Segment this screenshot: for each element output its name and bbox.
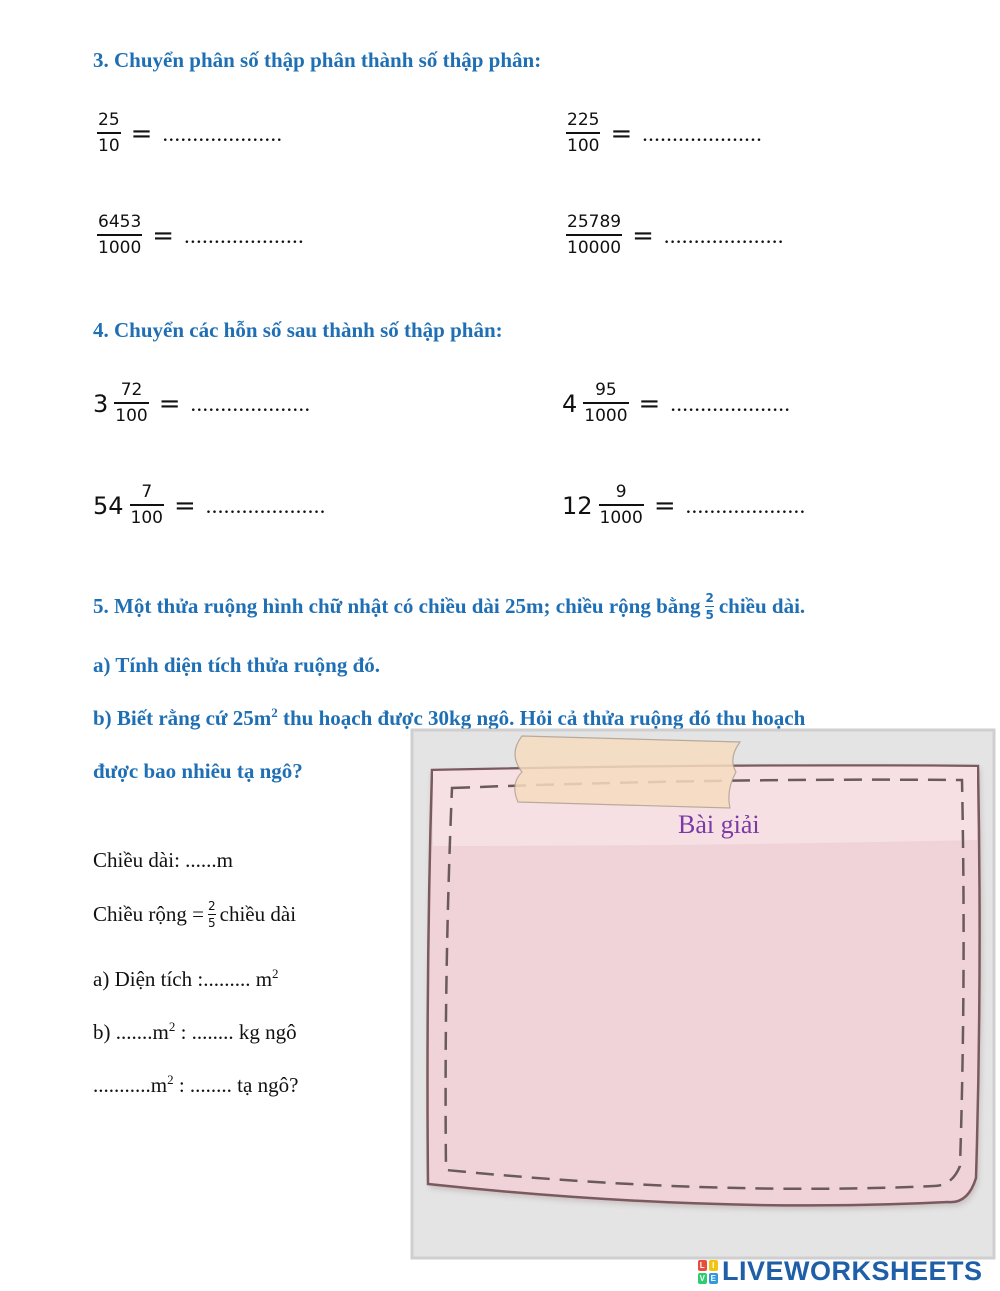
fraction: $\frac{25}{10}$ [98,110,120,156]
liveworksheets-logo-icon: L I V E [699,1260,717,1283]
answer-blank[interactable]: .................... [205,492,326,518]
answer-blank[interactable]: .................... [642,120,763,146]
fraction-exercise-1 [93,112,282,155]
whole-part: 54 [93,491,124,520]
problem-text: 5. Một thửa ruộng hình chữ nhật có chiều dài 25m; chiều rộng bằng [93,594,701,618]
answer-blank[interactable]: .................... [190,390,311,416]
answer-blank[interactable]: .................... [685,492,806,518]
equals-sign: = [152,220,175,251]
answer-blank[interactable]: .................... [670,390,791,416]
equals-sign: = [130,118,153,149]
hint-length: Chiều dài: ......m [93,848,233,872]
width-fraction: $\frac{2}{5}$ [208,899,216,930]
fraction: $\frac{72}{100}$ [115,380,148,426]
equals-sign: = [158,388,181,419]
equals-sign: = [610,118,633,149]
liveworksheets-brand [698,1256,983,1287]
equals-sign: = [653,490,676,521]
part-b-question-line2: được bao nhiêu tạ ngô? [93,759,303,783]
solution-title: Bài giải [678,810,760,839]
fraction: $\frac{95}{1000}$ [584,380,628,426]
section-5-problem [93,592,805,621]
answer-blank[interactable]: .................... [184,222,305,248]
hint-area: a) Diện tích :......... $m^2$ [93,966,279,991]
whole-part: 4 [562,389,578,418]
answer-blank[interactable]: .................... [663,222,784,248]
solution-answer-area[interactable] [470,858,944,1162]
whole-part: 3 [93,389,109,418]
fraction: $\frac{25789}{10000}$ [567,212,622,258]
equals-sign: = [632,220,654,251]
fraction-exercise-4 [562,214,784,257]
answer-blank[interactable]: .................... [162,120,283,146]
whole-part: 12 [562,491,593,520]
problem-text-end: chiều dài. [718,594,806,618]
liveworksheets-text: LIVEWORKSHEETS [722,1256,983,1286]
hint-b-line1: b) $.......m^2$ : ........ kg ngô [93,1019,297,1044]
solution-box [410,728,996,1260]
section-3-title: 3. Chuyển phân số thập phân thành số thập phân: [93,48,542,72]
fraction: $\frac{9}{1000}$ [599,482,643,528]
equals-sign: = [638,388,661,419]
mixed-number-exercise-3 [93,484,326,527]
fraction: $\frac{7}{100}$ [130,482,163,528]
fraction-exercise-3 [93,214,304,257]
tape [515,736,740,808]
fraction: $\frac{225}{100}$ [567,110,600,156]
equals-sign: = [174,490,196,521]
mixed-number-exercise-4 [562,484,806,527]
hint-b-line2: $...........m^2$ : ........ tạ ngô? [93,1072,299,1097]
part-a-question: a) Tính diện tích thửa ruộng đó. [93,653,381,677]
hint-width: Chiều rộng = $\frac{2}{5}$ chiều dài [93,899,297,930]
part-b-question: b) Biết rằng cứ $25m^2$ thu hoạch được 30kg ngô. Hỏi cả thửa ruộng đó thu hoạch [93,705,806,730]
problem-fraction: $\frac{2}{5}$ [705,591,714,622]
fraction-exercise-2 [562,112,762,155]
mixed-number-exercise-2 [562,382,790,425]
mixed-number-exercise-1 [93,382,311,425]
section-4-title: 4. Chuyển các hỗn số sau thành số thập phân: [93,318,503,342]
fraction: $\frac{6453}{1000}$ [98,212,142,258]
